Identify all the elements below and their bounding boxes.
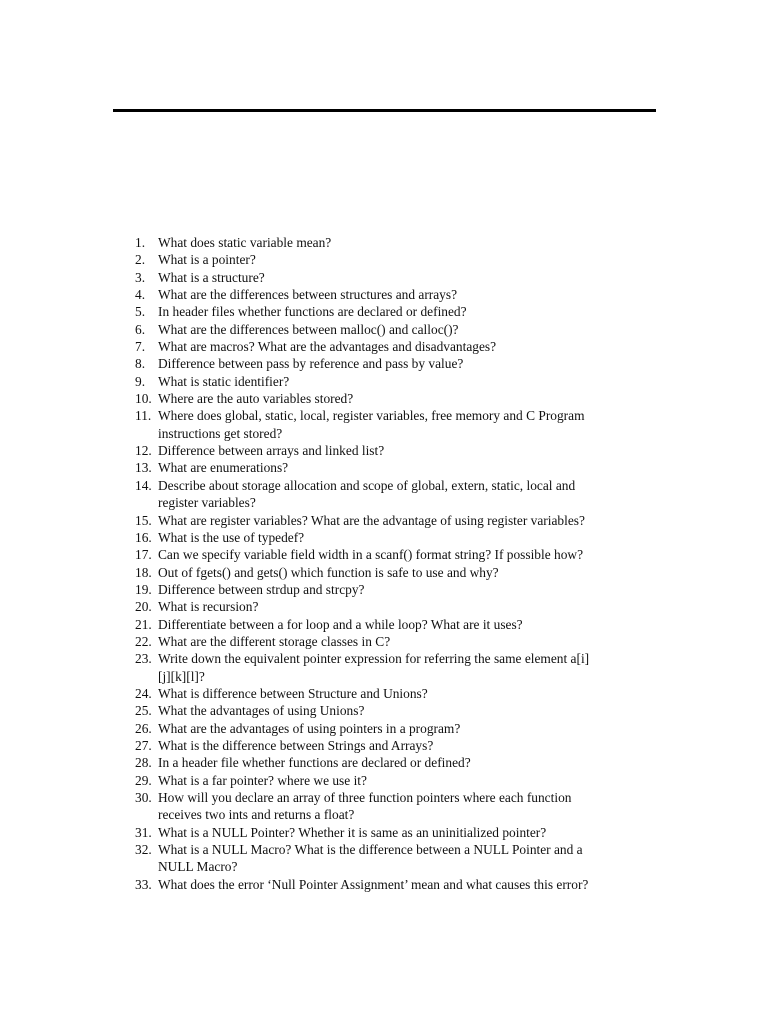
question-number: 9. <box>135 373 146 389</box>
question-item <box>0 564 768 581</box>
question-number: 16. <box>135 529 152 545</box>
question-item <box>0 286 768 303</box>
question-item <box>0 512 768 529</box>
question-text-line: Difference between arrays and linked list? <box>158 443 385 459</box>
question-text-line: instructions get stored? <box>158 425 283 441</box>
question-text-line: What is the use of typedef? <box>158 529 305 545</box>
question-text-line: Difference between strdup and strcpy? <box>158 581 365 597</box>
question-number: 26. <box>135 720 152 736</box>
question-item <box>0 373 768 390</box>
question-number: 14. <box>135 477 152 493</box>
question-text-line: What does the error ‘Null Pointer Assignment’ mean and what causes this error? <box>158 876 589 892</box>
question-item <box>0 581 768 598</box>
question-item <box>0 650 768 685</box>
question-text-line: In a header file whether functions are declared or defined? <box>158 755 471 771</box>
question-number: 25. <box>135 703 152 719</box>
question-number: 29. <box>135 772 152 788</box>
question-number: 17. <box>135 547 152 563</box>
question-text-line: Can we specify variable field width in a scanf() format string? If possible how? <box>158 547 584 563</box>
question-item <box>0 737 768 754</box>
question-item <box>0 442 768 459</box>
question-text-line: What does static variable mean? <box>158 235 332 250</box>
question-text-line: What is a NULL Macro? What is the difference between a NULL Pointer and a <box>158 842 583 858</box>
question-text-line: [j][k][l]? <box>158 668 205 684</box>
question-number: 20. <box>135 599 152 615</box>
question-item <box>0 685 768 702</box>
question-text-line: Describe about storage allocation and scope of global, extern, static, local and <box>158 477 576 493</box>
question-item <box>0 546 768 563</box>
question-number: 31. <box>135 824 152 840</box>
question-text-line: receives two ints and returns a float? <box>158 807 355 823</box>
question-text-line: Differentiate between a for loop and a while loop? What are it uses? <box>158 616 523 632</box>
question-item <box>0 598 768 615</box>
question-text-line: What is a far pointer? where we use it? <box>158 772 367 788</box>
question-item <box>0 338 768 355</box>
question-text-line: Write down the equivalent pointer expression for referring the same element a[i] <box>158 651 590 667</box>
question-item <box>0 269 768 286</box>
question-text-line: What are the different storage classes in C? <box>158 633 391 649</box>
question-number: 32. <box>135 842 152 858</box>
question-number: 10. <box>135 391 152 407</box>
question-item <box>0 633 768 650</box>
header-rule <box>113 109 656 112</box>
question-text-line: What are register variables? What are the advantage of using register variables? <box>158 512 585 528</box>
question-text-line: What are the differences between malloc() and calloc()? <box>158 321 459 337</box>
question-item <box>0 789 768 824</box>
question-item <box>0 459 768 476</box>
question-number: 3. <box>135 269 146 285</box>
question-item <box>0 321 768 338</box>
question-text-line: register variables? <box>158 495 256 511</box>
question-item <box>0 616 768 633</box>
question-item <box>0 355 768 372</box>
question-item <box>0 407 768 442</box>
question-text-line: NULL Macro? <box>158 859 238 875</box>
question-item <box>0 824 768 841</box>
question-text-line: What is a NULL Pointer? Whether it is same as an uninitialized pointer? <box>158 824 547 840</box>
question-text-line: Where are the auto variables stored? <box>158 391 354 407</box>
question-number: 21. <box>135 616 152 632</box>
question-number: 5. <box>135 304 146 320</box>
question-number: 30. <box>135 790 152 805</box>
question-number: 11. <box>135 408 152 424</box>
question-number: 28. <box>135 755 152 771</box>
question-number: 23. <box>135 651 152 667</box>
question-number: 6. <box>135 321 146 337</box>
question-number: 27. <box>135 737 152 753</box>
question-item <box>0 841 768 876</box>
question-text-line: Difference between pass by reference and pass by value? <box>158 356 464 372</box>
question-item <box>0 234 768 251</box>
question-text-line: Where does global, static, local, register variables, free memory and C Program <box>158 408 585 424</box>
question-item <box>0 720 768 737</box>
question-item <box>0 702 768 719</box>
question-text-line: What are the differences between structures and arrays? <box>158 287 458 303</box>
question-item <box>0 772 768 789</box>
question-item <box>0 303 768 320</box>
question-text-line: What is static identifier? <box>158 373 290 389</box>
question-text-line: What are enumerations? <box>158 460 289 476</box>
question-item <box>0 251 768 268</box>
question-item <box>0 529 768 546</box>
question-number: 22. <box>135 633 152 649</box>
question-number: 8. <box>135 356 146 372</box>
question-item <box>0 477 768 512</box>
question-text-line: What the advantages of using Unions? <box>158 703 365 719</box>
question-text-line: In header files whether functions are declared or defined? <box>158 304 467 320</box>
question-number: 13. <box>135 460 152 476</box>
question-text-line: What is recursion? <box>158 599 259 615</box>
question-list <box>0 234 768 893</box>
question-number: 7. <box>135 339 146 355</box>
question-text-line: What is the difference between Strings and Arrays? <box>158 737 434 753</box>
question-text-line: What are the advantages of using pointers in a program? <box>158 720 461 736</box>
question-number: 33. <box>135 876 152 892</box>
question-text-line: What is difference between Structure and Unions? <box>158 685 428 701</box>
question-number: 2. <box>135 252 146 268</box>
question-number: 24. <box>135 685 152 701</box>
question-text-line: What is a structure? <box>158 269 265 285</box>
question-text-line: Out of fgets() and gets() which function is safe to use and why? <box>158 564 499 580</box>
question-item <box>0 754 768 771</box>
question-text-line: How will you declare an array of three function pointers where each function <box>158 790 572 805</box>
question-text-line: What is a pointer? <box>158 252 256 268</box>
question-number: 1. <box>135 235 146 250</box>
question-item <box>0 876 768 893</box>
question-item <box>0 390 768 407</box>
question-number: 18. <box>135 564 152 580</box>
question-number: 12. <box>135 443 152 459</box>
question-number: 4. <box>135 287 146 303</box>
question-text-line: What are macros? What are the advantages and disadvantages? <box>158 339 497 355</box>
question-number: 19. <box>135 581 152 597</box>
question-number: 15. <box>135 512 152 528</box>
